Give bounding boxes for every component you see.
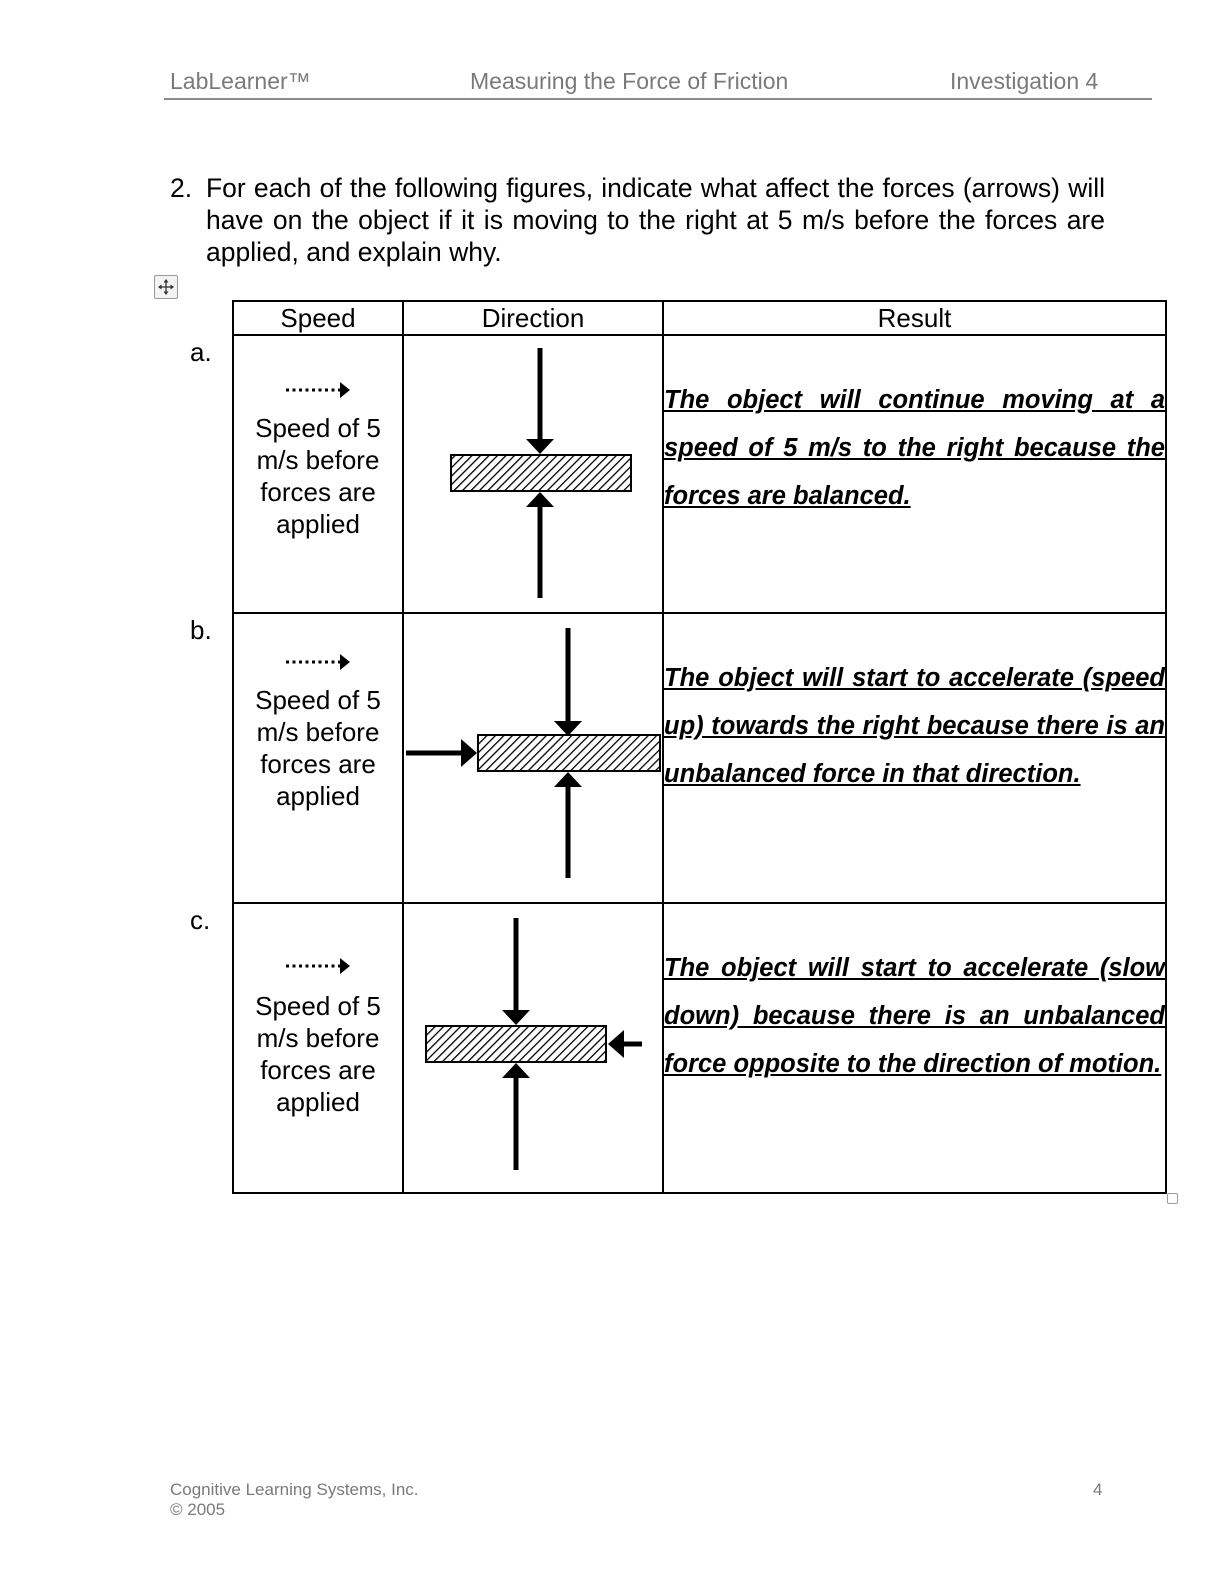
page-number: 4 [1093, 1480, 1103, 1499]
speed-text: Speed of 5 m/s before forces are applied [255, 991, 381, 1117]
force-diagram-unbalanced-right [404, 614, 662, 900]
table-row [233, 613, 1166, 903]
question-number: 2. [170, 173, 193, 203]
result-text: The object will start to accelerate (slow down) because there is an unbalanced force opposite to the direction of motion. [664, 954, 1165, 1078]
row-label-c: c. [190, 905, 211, 935]
header-direction: Direction [403, 301, 663, 335]
direction-cell [403, 903, 663, 1193]
row-label-a: a. [190, 337, 212, 367]
right-force-arrowhead [461, 739, 477, 767]
object-block [451, 455, 631, 491]
footer-copyright: © 2005 [170, 1500, 226, 1519]
result-text: The object will start to accelerate (speed up) towards the right because there is an unbalanced force in that direction. [664, 664, 1165, 788]
question [170, 172, 1105, 268]
table-row [233, 335, 1166, 613]
row-label-b: b. [190, 615, 212, 645]
page-footer [170, 1480, 419, 1520]
object-block [478, 735, 660, 771]
question-text: For each of the following figures, indicate what affect the forces (arrows) will have on the object if it is moving to the right at 5 m/s before the forces are applied, and explain why. [206, 173, 1105, 267]
speed-cell [233, 613, 403, 903]
dotted-arrow-right-icon [278, 956, 358, 976]
header-result: Result [663, 301, 1166, 335]
down-force-arrowhead [526, 439, 554, 454]
table-move-handle[interactable] [154, 275, 178, 299]
up-force-arrowhead [502, 1063, 530, 1078]
dotted-arrow-right-icon [278, 380, 358, 400]
result-cell [663, 335, 1166, 613]
forces-table [232, 300, 1167, 1194]
table-resize-handle[interactable] [1167, 1193, 1178, 1204]
header-brand: LabLearner™ [170, 68, 311, 94]
down-force-arrowhead [502, 1010, 530, 1025]
down-force-arrowhead [554, 721, 582, 736]
object-block [426, 1026, 606, 1062]
left-force-arrowhead [608, 1030, 624, 1058]
direction-cell [403, 613, 663, 903]
speed-text: Speed of 5 m/s before forces are applied [255, 413, 381, 539]
result-text: The object will continue moving at a speed of 5 m/s to the right because the forces are balanced. [664, 386, 1165, 510]
direction-cell [403, 335, 663, 613]
up-force-arrowhead [526, 492, 554, 507]
result-cell [663, 613, 1166, 903]
page-header [164, 66, 1152, 100]
force-diagram-balanced [404, 336, 662, 610]
result-cell [663, 903, 1166, 1193]
move-icon [158, 279, 174, 295]
speed-cell [233, 903, 403, 1193]
table-row [233, 903, 1166, 1193]
header-title: Measuring the Force of Friction [470, 68, 789, 94]
force-diagram-unbalanced-left [404, 904, 662, 1190]
table-header-row [233, 301, 1166, 335]
speed-text: Speed of 5 m/s before forces are applied [255, 685, 381, 811]
footer-company: Cognitive Learning Systems, Inc. [170, 1480, 419, 1499]
dotted-arrow-right-icon [278, 652, 358, 672]
speed-cell [233, 335, 403, 613]
up-force-arrowhead [554, 772, 582, 787]
header-investigation: Investigation 4 [950, 68, 1099, 94]
header-speed: Speed [233, 301, 403, 335]
